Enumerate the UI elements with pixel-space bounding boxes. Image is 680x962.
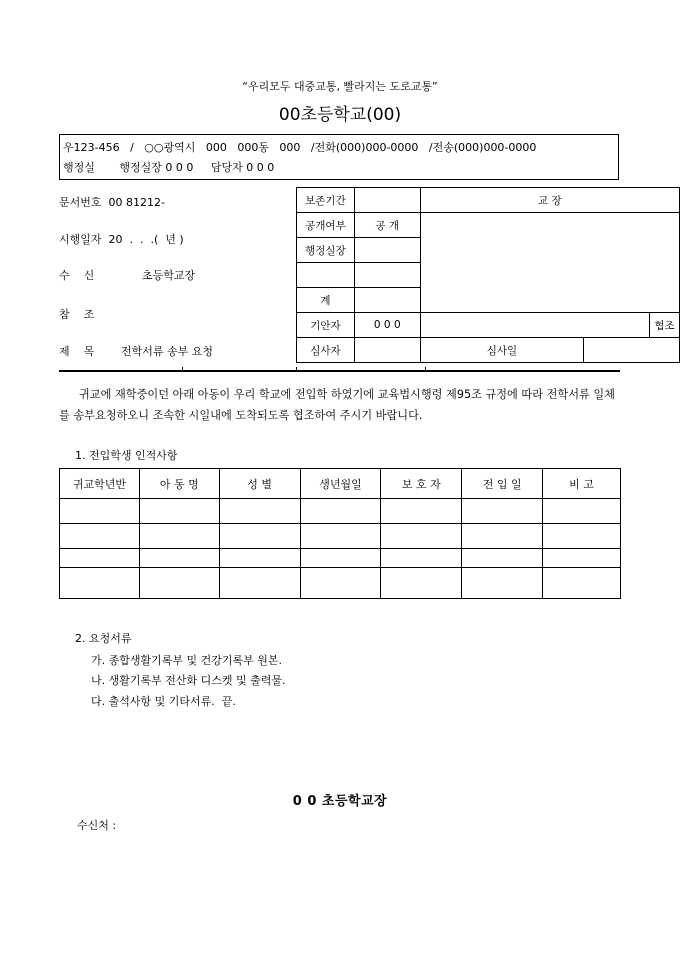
total-label: 계 xyxy=(297,288,355,313)
divider-tick xyxy=(425,367,426,371)
blank-label xyxy=(297,263,355,288)
list-item: 가. 종합생활기록부 및 건강기록부 원본. xyxy=(91,654,282,667)
divider-line xyxy=(59,370,620,372)
header-guardian: 보 호 자 xyxy=(381,469,462,499)
school-title: 00초등학교(00) xyxy=(278,105,402,125)
approval-table xyxy=(296,187,680,363)
reference-label: 참 조 xyxy=(59,308,95,321)
students-section-title: 1. 전입학생 인적사항 xyxy=(75,449,178,462)
cooperation-label: 협조 xyxy=(650,313,680,338)
principal-sign-box xyxy=(420,213,679,313)
list-item: 나. 생활기록부 전산화 디스켓 및 출력물. xyxy=(91,674,286,687)
drafter-sign-box xyxy=(420,313,649,338)
total-value xyxy=(354,288,420,313)
review-date-label: 심사일 xyxy=(420,338,584,363)
address-line: 우123-456 / ○○광역시 000 000동 000 /전화(000)000-0000 /전송(000)000-0000 xyxy=(63,141,537,154)
table-row xyxy=(60,549,621,568)
header-class: 귀교학년반 xyxy=(60,469,140,499)
header-name: 아 동 명 xyxy=(139,469,219,499)
retention-value xyxy=(354,188,420,213)
disclosure-label: 공개여부 xyxy=(297,213,355,238)
address-box xyxy=(59,134,619,180)
review-date-value xyxy=(584,338,680,363)
disclosure-value: 공 개 xyxy=(354,213,420,238)
students-table xyxy=(59,468,621,599)
header-birthdate: 생년월일 xyxy=(300,469,381,499)
doc-number: 문서번호 00 81212- xyxy=(59,196,165,209)
admin-head-label: 행정실장 xyxy=(297,238,355,263)
office-line: 행정실 행정실장 0 0 0 담당자 0 0 0 xyxy=(63,161,275,174)
reviewer-value xyxy=(354,338,420,363)
drafter-label: 기안자 xyxy=(297,313,355,338)
sender-title: 0 0 초등학교장 xyxy=(292,794,388,809)
subject-value: 전학서류 송부 요청 xyxy=(121,345,214,358)
admin-head-value xyxy=(354,238,420,263)
table-row xyxy=(60,568,621,599)
principal-label: 교 장 xyxy=(420,188,679,213)
recipient-value: 초등학교장 xyxy=(142,269,196,282)
table-row xyxy=(60,524,621,549)
issue-date: 시행일자 20 . . .( 년 ) xyxy=(59,233,184,246)
slogan: “우리모두 대중교통, 빨라지는 도로교통” xyxy=(242,80,438,93)
recipient-label: 수 신 xyxy=(59,269,95,282)
divider-tick xyxy=(182,367,183,371)
list-item: 다. 출석사항 및 기타서류. 끝. xyxy=(91,695,236,708)
request-paragraph: 귀교에 재학중이던 아래 아동이 우리 학교에 전입학 하였기에 교육법시행령 제95조 규정에 따라 전학서류 일체를 송부요청하오니 조속한 시일내에 도착되도록 협조하여 주시기 바랍니다. xyxy=(59,388,615,422)
blank-value xyxy=(354,263,420,288)
header-transfer-date: 전 입 일 xyxy=(462,469,543,499)
reviewer-label: 심사자 xyxy=(297,338,355,363)
requests-section-title: 2. 요청서류 xyxy=(75,632,132,645)
drafter-name: 0 0 0 xyxy=(354,313,420,338)
table-row xyxy=(60,499,621,524)
header-note: 비 고 xyxy=(543,469,621,499)
cc-label: 수신처 : xyxy=(77,819,117,832)
divider-tick xyxy=(296,367,297,371)
header-gender: 성 별 xyxy=(219,469,300,499)
subject-label: 제 목 xyxy=(59,345,95,358)
retention-label: 보존기간 xyxy=(297,188,355,213)
